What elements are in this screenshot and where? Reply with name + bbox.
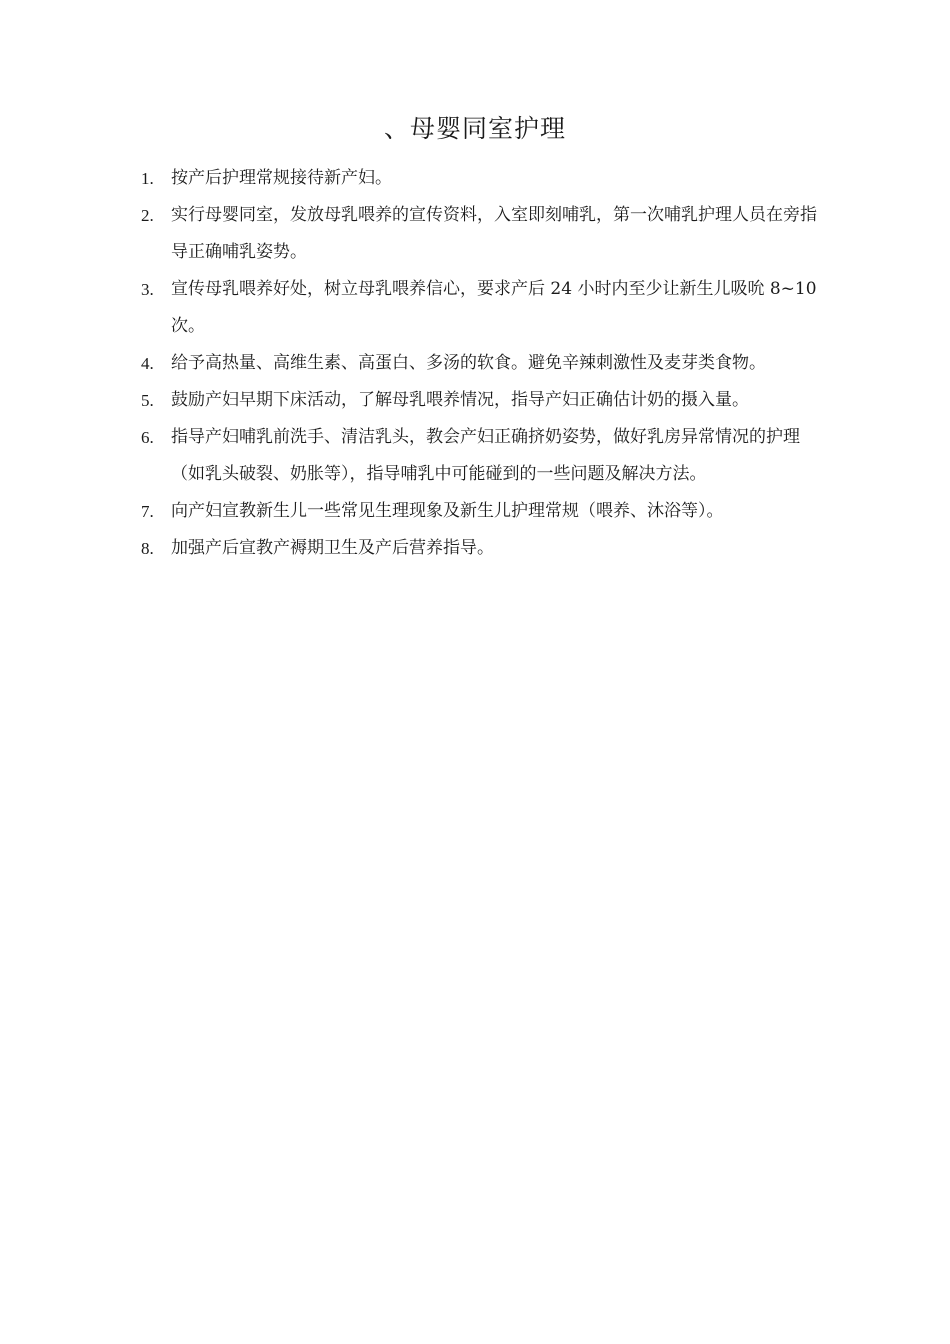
list-item — [141, 160, 831, 197]
list-item-number: 6. — [141, 428, 154, 447]
list-item-text: 鼓励产妇早期下床活动，了解母乳喂养情况，指导产妇正确估计奶的摄入量。 — [171, 390, 749, 410]
list-item-number: 1. — [141, 169, 154, 188]
list-item — [141, 197, 831, 271]
list-item — [141, 345, 831, 382]
list-item-text: 向产妇宣教新生儿一些常见生理现象及新生儿护理常规（喂养、沐浴等）。 — [171, 501, 724, 521]
list-item-number: 3. — [141, 280, 154, 299]
care-instructions-list — [141, 160, 831, 567]
list-item-text: 加强产后宣教产褥期卫生及产后营养指导。 — [171, 538, 494, 558]
list-item-number: 2. — [141, 206, 154, 225]
list-item-number: 7. — [141, 502, 154, 521]
page-title: 、母婴同室护理 — [383, 114, 566, 143]
list-item-text: 指导产妇哺乳前洗手、清洁乳头，教会产妇正确挤奶姿势，做好乳房异常情况的护理（如乳头破裂、奶胀等），指导哺乳中可能碰到的一些问题及解决方法。 — [171, 427, 800, 484]
list-item-text: 给予高热量、高维生素、高蛋白、多汤的软食。避免辛辣刺激性及麦芽类食物。 — [171, 353, 766, 373]
list-item-number: 4. — [141, 354, 154, 373]
list-item-text: 按产后护理常规接待新产妇。 — [171, 168, 392, 188]
list-item-text: 宣传母乳喂养好处，树立母乳喂养信心，要求产后 24 小时内至少让新生儿吸吮 8~10 次。 — [171, 279, 817, 336]
list-item — [141, 419, 831, 493]
list-item-number: 5. — [141, 391, 154, 410]
list-item — [141, 382, 831, 419]
list-item-text: 实行母婴同室，发放母乳喂养的宣传资料，入室即刻哺乳，第一次哺乳护理人员在旁指导正确哺乳姿势。 — [171, 205, 817, 262]
list-item — [141, 530, 831, 567]
list-item — [141, 493, 831, 530]
list-item-number: 8. — [141, 539, 154, 558]
list-item — [141, 271, 831, 345]
